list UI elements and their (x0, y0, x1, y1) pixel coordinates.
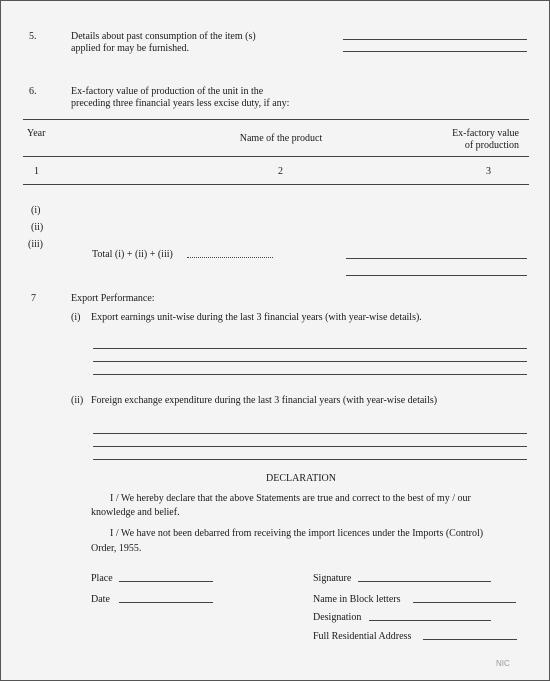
table-colnum-3: 3 (486, 166, 491, 177)
table-header-value-line1: Ex-factory value (452, 128, 519, 139)
item-7-ii-label: (ii) (71, 395, 84, 406)
place-label: Place (91, 573, 113, 584)
total-product-dots (187, 257, 273, 258)
table-top-rule (23, 119, 529, 120)
declaration-title: DECLARATION (266, 473, 336, 484)
item-5-answer-line-1[interactable] (343, 39, 527, 40)
table-colnum-rule (23, 184, 529, 185)
item-7-number: 7 (31, 293, 36, 304)
item-7-ii-text: Foreign exchange expenditure during the last 3 financial years (with year-wise details) (91, 395, 438, 406)
item-7-i-answer-line-1[interactable] (93, 348, 527, 349)
table-colnum-1: 1 (34, 166, 39, 177)
total-value-line-2[interactable] (346, 275, 527, 276)
table-header-rule (23, 156, 529, 157)
table-header-year: Year (27, 128, 46, 139)
signature-label: Signature (313, 573, 352, 584)
table-header-product: Name of the product (239, 133, 323, 144)
name-block-label: Name in Block letters (313, 594, 401, 605)
total-value-line-1[interactable] (346, 258, 527, 259)
item-7-ii-answer-line-1[interactable] (93, 433, 527, 434)
item-6-text-line2: preceding three financial years less excise duty, if any: (71, 98, 290, 109)
item-7-i-answer-line-3[interactable] (93, 374, 527, 375)
date-field[interactable] (119, 602, 213, 603)
address-label: Full Residential Address (313, 631, 412, 642)
table-header-value-line2: of production (464, 140, 519, 151)
item-7-ii-answer-line-2[interactable] (93, 446, 527, 447)
item-7-heading: Export Performance: (71, 293, 155, 304)
declaration-para1-line2: knowledge and belief. (91, 507, 180, 518)
item-5-text-line1: Details about past consumption of the item (s) (71, 31, 256, 42)
item-7-i-text: Export earnings unit-wise during the last 3 financial years (with year-wise details). (91, 312, 422, 323)
table-row-label-3: (iii) (28, 239, 43, 250)
designation-label: Designation (313, 612, 362, 623)
signature-field[interactable] (358, 581, 491, 582)
designation-field[interactable] (369, 620, 491, 621)
item-7-ii-answer-line-3[interactable] (93, 459, 527, 460)
date-label: Date (91, 594, 110, 605)
item-5-text-line2: applied for may be furnished. (71, 43, 190, 54)
item-7-i-label: (i) (71, 312, 81, 323)
table-row-label-2: (ii) (31, 222, 44, 233)
footer-mark: NIC (496, 659, 510, 668)
address-field[interactable] (423, 639, 517, 640)
item-5-answer-line-2[interactable] (343, 51, 527, 52)
declaration-para1-line1: I / We hereby declare that the above Statements are true and correct to the best of my / our (110, 493, 471, 504)
item-7-i-answer-line-2[interactable] (93, 361, 527, 362)
total-label: Total (i) + (ii) + (iii) (92, 249, 173, 260)
table-colnum-2: 2 (278, 166, 283, 177)
place-field[interactable] (119, 581, 213, 582)
item-6-number: 6. (29, 86, 37, 97)
item-6-text-line1: Ex-factory value of production of the unit in the (71, 86, 264, 97)
table-row-label-1: (i) (31, 205, 41, 216)
declaration-para2-line1: I / We have not been debarred from receiving the import licences under the Imports (Control) (110, 528, 484, 539)
item-5-number: 5. (29, 31, 37, 42)
declaration-para2-line2: Order, 1955. (91, 543, 142, 554)
name-block-field[interactable] (413, 602, 516, 603)
